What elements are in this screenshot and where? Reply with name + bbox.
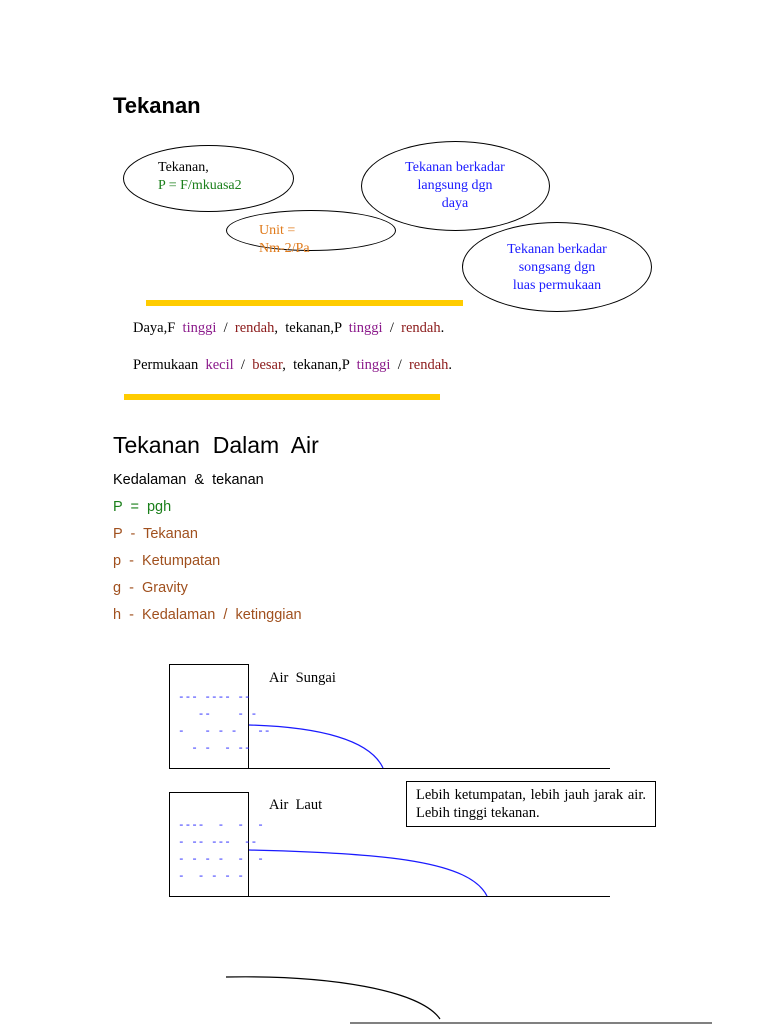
unit-bubble-line2: Nm-2/Pa bbox=[259, 241, 310, 256]
unit-bubble-line1: Unit = bbox=[259, 223, 296, 238]
section-subtitle: Kedalaman & tekanan bbox=[113, 472, 264, 488]
statement-force-end: . bbox=[440, 320, 445, 336]
formula-bubble-line1: Tekanan, bbox=[158, 160, 209, 175]
sea-water-dashes: ---- - - - - -- --- -- - - - - - - - - - - - bbox=[178, 820, 264, 883]
statement-area-pressure-high: tinggi bbox=[356, 357, 391, 373]
statement-area-sep1: / bbox=[240, 357, 245, 373]
statement-area-pressure-low: rendah bbox=[408, 357, 449, 373]
statement-area-end: . bbox=[448, 357, 453, 373]
statement-force-lead: Daya,F bbox=[133, 320, 176, 336]
formula-bubble-line2: P = F/mkuasa2 bbox=[158, 178, 242, 193]
river-jet-curve bbox=[249, 725, 383, 768]
statement-force-pressure-high: tinggi bbox=[348, 320, 383, 336]
statement-area-large: besar bbox=[252, 357, 283, 373]
statement-force-low: rendah bbox=[234, 320, 275, 336]
note-box bbox=[406, 781, 656, 827]
inverse-bubble-line2: songsang dgn bbox=[518, 260, 596, 275]
statement-force-mid: , tekanan,P bbox=[274, 320, 342, 336]
statement-area-mid: , tekanan,P bbox=[282, 357, 350, 373]
river-water-dashes: --- ---- -- -- - - - - - - -- - - - -- bbox=[178, 692, 271, 755]
sea-jet-curve bbox=[249, 850, 487, 896]
statement-force-high: tinggi bbox=[182, 320, 217, 336]
sea-water-label: Air Laut bbox=[269, 797, 323, 813]
statement-force-sep2: / bbox=[389, 320, 394, 336]
statement-area-small: kecil bbox=[205, 357, 234, 373]
bottom-curve bbox=[226, 977, 440, 1019]
section-title: Tekanan Dalam Air bbox=[113, 432, 319, 458]
inverse-bubble-line3: luas permukaan bbox=[512, 278, 602, 293]
direct-bubble-line2: langsung dgn bbox=[417, 178, 493, 193]
page-title: Tekanan bbox=[113, 93, 201, 118]
inverse-bubble-line1: Tekanan berkadar bbox=[507, 242, 607, 257]
statement-force-sep1: / bbox=[223, 320, 228, 336]
direct-bubble-line1: Tekanan berkadar bbox=[405, 160, 505, 175]
def-density: p - Ketumpatan bbox=[113, 553, 221, 569]
def-pressure: P - Tekanan bbox=[113, 526, 198, 542]
statement-area-lead: Permukaan bbox=[133, 357, 199, 373]
note-text: Lebih ketumpatan, lebih jauh jarak air. Lebih tinggi tekanan. bbox=[416, 787, 646, 821]
statement-area-sep2: / bbox=[397, 357, 402, 373]
def-gravity: g - Gravity bbox=[113, 580, 188, 596]
direct-bubble-line3: daya bbox=[441, 196, 469, 211]
statement-force-pressure-low: rendah bbox=[401, 320, 441, 336]
def-depth: h - Kedalaman / ketinggian bbox=[113, 607, 302, 623]
river-water-label: Air Sungai bbox=[269, 670, 336, 686]
formula-pgh: P = pgh bbox=[113, 499, 172, 515]
